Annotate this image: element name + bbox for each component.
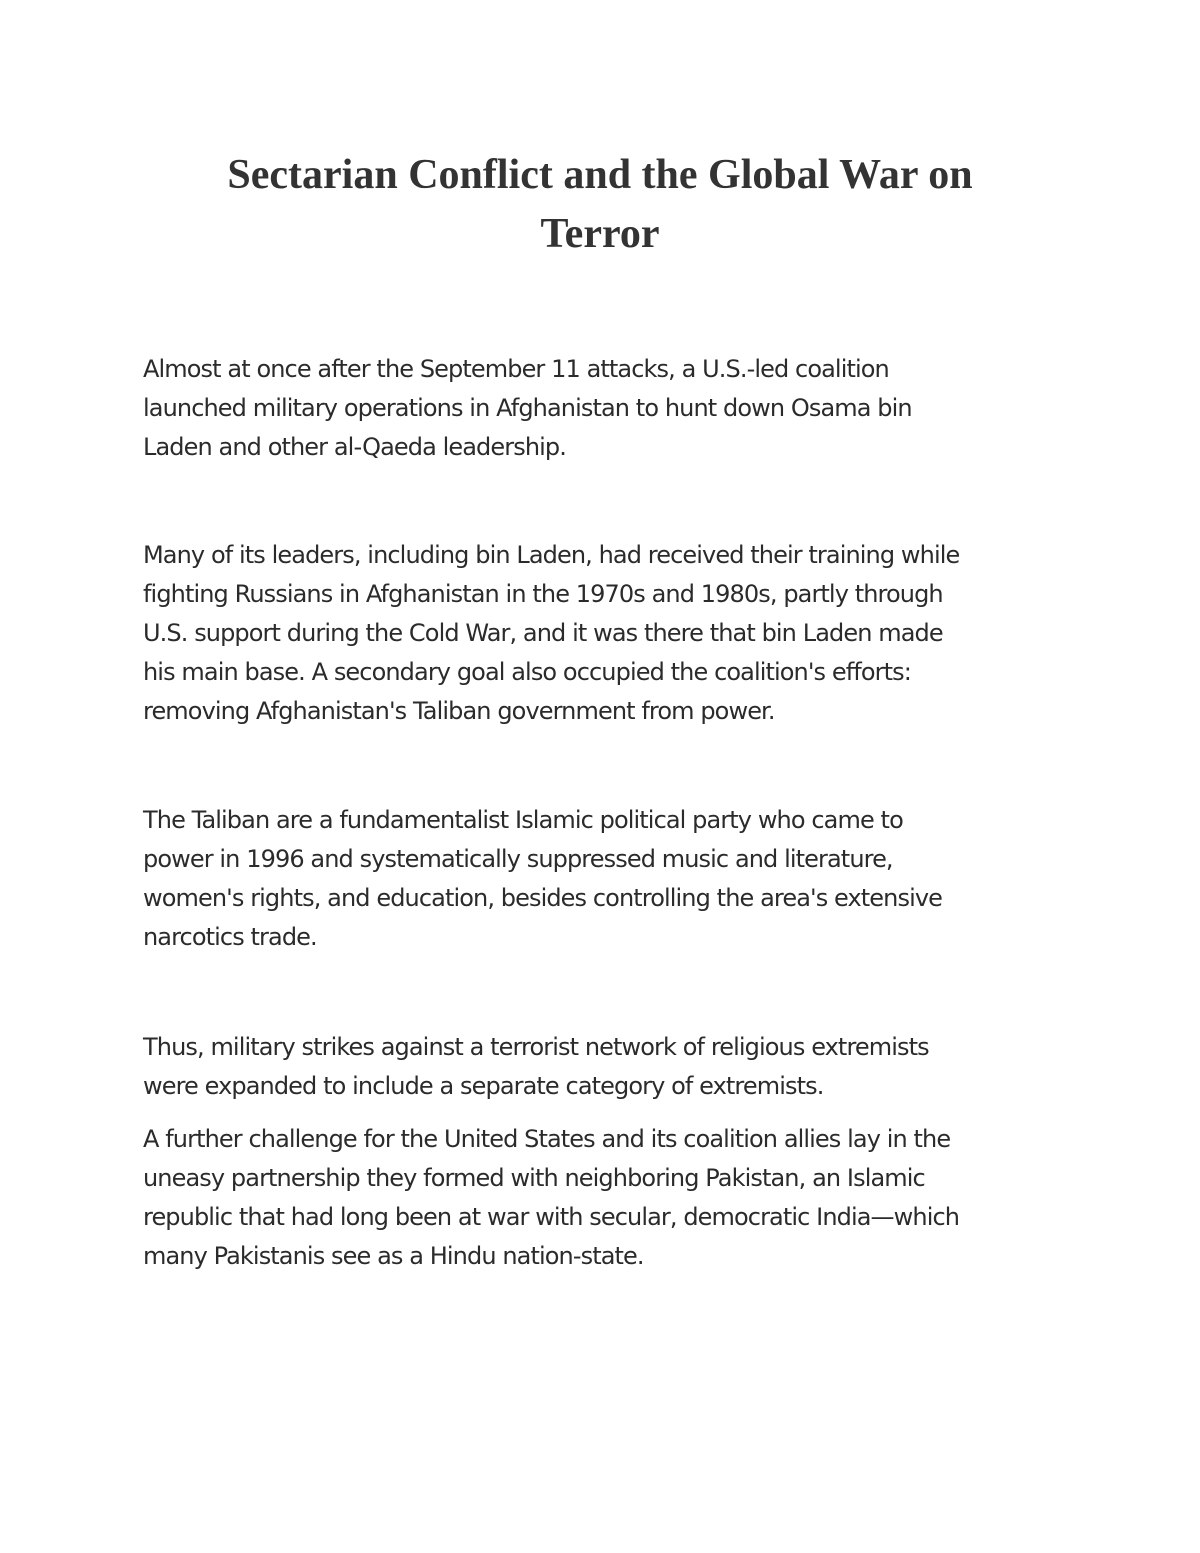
- title-line: Sectarian Conflict and the Global War on: [227, 152, 973, 198]
- paragraph-leaders-training: [143, 536, 1058, 731]
- paragraph-military-strikes: [143, 1028, 1058, 1106]
- text-line: his main base. A secondary goal also occupied the coalition's efforts:: [143, 658, 911, 686]
- text-line: women's rights, and education, besides controlling the area's extensive: [143, 884, 943, 912]
- paragraph-pakistan-partnership: [143, 1120, 1058, 1276]
- page-title: [140, 146, 1060, 264]
- text-line: Many of its leaders, including bin Laden, had received their training while: [143, 541, 960, 569]
- text-line: A further challenge for the United States and its coalition allies lay in the: [143, 1125, 951, 1153]
- text-line: Laden and other al-Qaeda leadership.: [143, 433, 566, 461]
- text-line: U.S. support during the Cold War, and it was there that bin Laden made: [143, 619, 943, 647]
- text-line: Almost at once after the September 11 attacks, a U.S.-led coalition: [143, 355, 889, 383]
- text-line: removing Afghanistan's Taliban government from power.: [143, 697, 775, 725]
- text-line: The Taliban are a fundamentalist Islamic political party who came to: [143, 806, 903, 834]
- text-line: republic that had long been at war with secular, democratic India—which: [143, 1203, 960, 1231]
- text-line: were expanded to include a separate category of extremists.: [143, 1072, 824, 1100]
- text-line: narcotics trade.: [143, 923, 317, 951]
- text-line: many Pakistanis see as a Hindu nation-state.: [143, 1242, 644, 1270]
- text-line: fighting Russians in Afghanistan in the 1970s and 1980s, partly through: [143, 580, 943, 608]
- paragraph-coalition-operations: [143, 350, 1058, 467]
- title-line: Terror: [540, 211, 660, 257]
- paragraph-taliban: [143, 801, 1058, 957]
- text-line: power in 1996 and systematically suppressed music and literature,: [143, 845, 893, 873]
- text-line: uneasy partnership they formed with neighboring Pakistan, an Islamic: [143, 1164, 925, 1192]
- text-line: Thus, military strikes against a terrorist network of religious extremists: [143, 1033, 929, 1061]
- text-line: launched military operations in Afghanistan to hunt down Osama bin: [143, 394, 912, 422]
